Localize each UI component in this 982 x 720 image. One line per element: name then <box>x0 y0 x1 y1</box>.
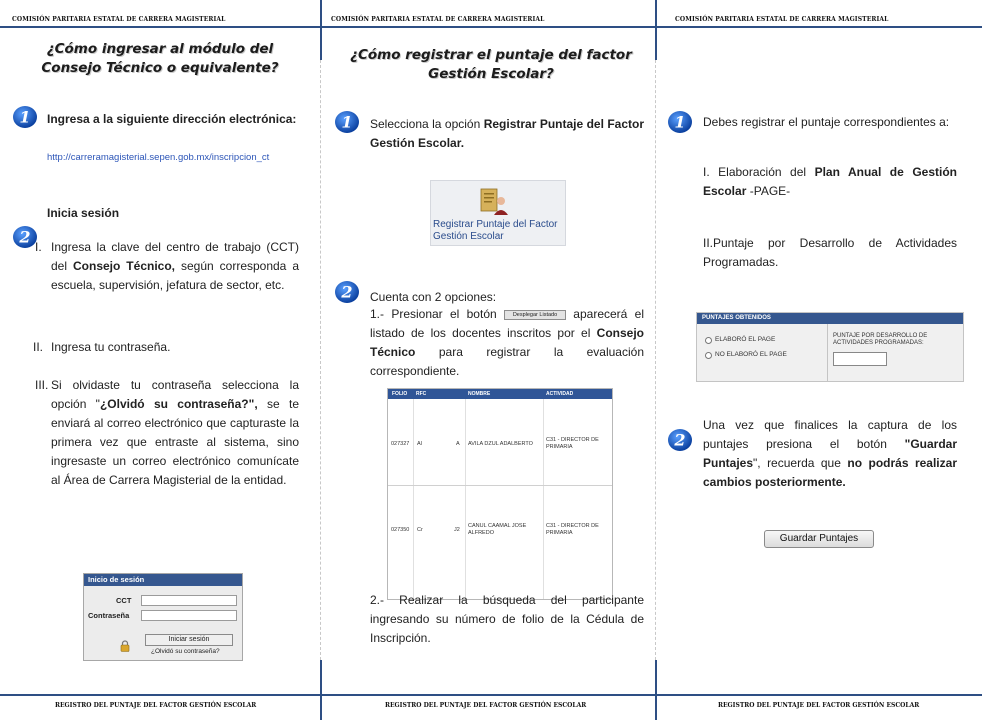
header-text-left: COMISIÓN PARITARIA ESTATAL DE CARRERA MAGISTERIAL <box>12 16 226 23</box>
col2-option1-bold: Consejo Técnico <box>370 326 644 359</box>
puntaje-actividades-input[interactable] <box>833 352 887 366</box>
col2-step1-text <box>370 115 644 153</box>
footer-rule <box>0 694 982 696</box>
item-text: se te enviará al correo electrónico que capturaste la primera vez que entraste al sistema, sino ingresaste un correo electrónico comunícate al Área de Carrera Magisterial de la entidad. <box>51 397 299 487</box>
cell-rfc-suffix: A <box>456 441 460 447</box>
forgot-password-link[interactable]: ¿Olvidó su contraseña? <box>151 648 220 655</box>
col3-step2-text <box>703 416 957 492</box>
cct-label: CCT <box>116 596 132 605</box>
col3-step2-bold1: "Guardar Puntajes <box>703 437 957 470</box>
col2-step1-bold: Registrar Puntaje del Factor Gestión Escolar. <box>370 117 645 150</box>
puntajes-header: PUNTAJES OBTENIDOS <box>697 313 963 324</box>
header-text-right: COMISIÓN PARITARIA ESTATAL DE CARRERA MAGISTERIAL <box>675 16 889 23</box>
cell-rfc: Al <box>417 441 422 447</box>
cell-folio: 027327 <box>391 441 410 447</box>
footer-text-left: REGISTRO DEL PUNTAJE DEL FACTOR GESTIÓN ESCOLAR <box>55 702 257 709</box>
col3-step2-b: ", recuerda que <box>753 456 841 470</box>
footer-text-right: REGISTRO DEL PUNTAJE DEL FACTOR GESTIÓN ESCOLAR <box>718 702 920 709</box>
document-user-icon <box>473 187 513 217</box>
cell-nombre: CANUL CAAMAL JOSE ALFREDO <box>468 523 527 536</box>
item-number: I. <box>35 240 42 254</box>
cell-nombre: AVILA DZUL ADALBERTO <box>468 441 533 447</box>
login-screenshot <box>83 573 243 661</box>
col1-step1-text: Ingresa a la siguiente dirección electrónica: <box>47 112 297 126</box>
cell-rfc: Cr <box>417 527 423 533</box>
puntajes-obtenidos-panel <box>696 312 964 382</box>
column-divider-bottom-2 <box>655 660 657 720</box>
col3-step2-badge-icon <box>667 428 693 452</box>
col2-option1-a: 1.- Presionar el botón <box>370 307 497 321</box>
col2-step2-badge-number: 2 <box>341 282 353 302</box>
header-text-mid: COMISIÓN PARITARIA ESTATAL DE CARRERA MAGISTERIAL <box>331 16 545 23</box>
item-number: II. <box>33 340 44 354</box>
column-divider-1 <box>320 60 321 660</box>
col2-step1-badge-icon <box>334 110 360 134</box>
col3-item1-a: I. Elaboración del <box>703 165 807 179</box>
registrar-puntaje-label: Registrar Puntaje del Factor Gestión Escolar <box>433 219 558 242</box>
item-text: Si olvidaste tu contraseña selecciona la opción " <box>51 378 299 411</box>
col3-item-2: II.Puntaje por Desarrollo de Actividades Programadas. <box>703 236 957 269</box>
col3-step2-badge-number: 2 <box>674 430 686 450</box>
no-elaboro-page-label: NO ELABORÓ EL PAGE <box>715 351 787 358</box>
col2-title-line1: ¿Cómo registrar el puntaje del factor <box>350 47 632 63</box>
item-bold-text: ¿Olvidó su contraseña?", <box>99 397 258 411</box>
col1-item-3 <box>35 376 299 490</box>
desplegar-listado-button[interactable]: Desplegar Listado <box>504 310 566 320</box>
col2-step1-badge-number: 1 <box>341 112 353 132</box>
col3-step1-badge-number: 1 <box>674 112 686 132</box>
col3-step2-bold2: no podrás realizar cambios posteriormente. <box>703 456 957 489</box>
cell-actividad: C31 - DIRECTOR DE PRIMARIA <box>546 437 599 450</box>
col1-item-1 <box>35 238 300 295</box>
item-number: III. <box>35 378 49 392</box>
inscripcion-link[interactable]: http://carreramagisterial.sepen.gob.mx/inscripcion_ct <box>47 152 270 163</box>
column-divider-top-1 <box>320 0 322 60</box>
col2-option1-b: aparecerá el listado de los docentes inscritos por el <box>370 307 644 340</box>
col1-title-line1: ¿Cómo ingresar al módulo del <box>46 41 274 57</box>
col1-title-line2: Consejo Técnico o equivalente? <box>41 60 279 76</box>
col2-option1-c: para registrar la evaluación correspondiente. <box>370 345 644 378</box>
puntaje-actividades-label: PUNTAJE POR DESARROLLO DE ACTIVIDADES PROGRAMADAS: <box>833 333 928 346</box>
col3-item1-b: -PAGE- <box>749 184 791 198</box>
header-rule <box>0 26 982 28</box>
table-header-folio: FOLIO <box>392 391 408 397</box>
table-header-actividad: ACTIVIDAD <box>546 391 574 397</box>
col2-title <box>335 46 647 84</box>
table-header-nombre: NOMBRE <box>468 391 491 397</box>
docentes-table <box>387 388 613 600</box>
col2-step2-badge-icon <box>334 280 360 304</box>
password-input[interactable] <box>141 610 237 621</box>
no-elaboro-page-radio[interactable] <box>705 352 712 359</box>
col3-step1-badge-icon <box>667 110 693 134</box>
col3-step2-a: Una vez que finalices la captura de los puntajes presiona el botón <box>703 418 957 451</box>
elaboro-page-label: ELABORÓ EL PAGE <box>715 336 776 343</box>
lock-icon <box>120 640 130 652</box>
col2-step1-text-a: Selecciona la opción <box>370 117 481 131</box>
col3-item-1 <box>703 163 957 201</box>
col1-item-2 <box>33 338 299 357</box>
column-divider-top-2 <box>655 0 657 60</box>
cell-rfc-suffix: J2 <box>454 527 460 533</box>
cell-actividad: C31 - DIRECTOR DE PRIMARIA <box>546 523 599 536</box>
step2-badge-number: 2 <box>19 227 31 247</box>
registrar-puntaje-option[interactable] <box>430 180 566 246</box>
elaboro-page-radio[interactable] <box>705 337 712 344</box>
col2-option1-text <box>370 305 644 381</box>
column-divider-2 <box>655 60 656 660</box>
table-header-rfc: RFC <box>416 391 427 397</box>
cell-folio: 027350 <box>391 527 410 533</box>
login-button[interactable]: Iniciar sesión <box>145 634 233 646</box>
login-header: Inicio de sesión <box>84 574 242 586</box>
col2-title-line2: Gestión Escolar? <box>428 66 554 82</box>
cct-input[interactable] <box>141 595 237 606</box>
password-label: Contraseña <box>88 611 130 620</box>
item-text: según corresponda a escuela, supervisión, jefatura de sector, etc. <box>51 259 300 292</box>
col1-title <box>20 40 300 78</box>
item-text: Ingresa tu contraseña. <box>51 340 171 354</box>
col3-item1-bold: Plan Anual de Gestión Escolar <box>703 165 957 198</box>
step1-badge-number: 1 <box>19 107 31 127</box>
col3-step1-text: Debes registrar el puntaje correspondientes a: <box>703 115 950 129</box>
step1-badge-icon <box>12 105 38 129</box>
item-text: Ingresa la clave del centro de trabajo (CCT) del <box>51 240 299 273</box>
footer-text-mid: REGISTRO DEL PUNTAJE DEL FACTOR GESTIÓN ESCOLAR <box>385 702 587 709</box>
column-divider-bottom-1 <box>320 660 322 720</box>
guardar-puntajes-button[interactable]: Guardar Puntajes <box>764 530 874 548</box>
table-header-row <box>388 389 612 399</box>
item-bold-text: Consejo Técnico, <box>73 259 175 273</box>
col2-step2-intro: Cuenta con 2 opciones: <box>370 290 497 304</box>
col2-option2-text: 2.- Realizar la búsqueda del participante ingresando su número de folio de la Cédula de Inscripción. <box>370 593 644 645</box>
col1-step2-heading: Inicia sesión <box>47 206 120 220</box>
